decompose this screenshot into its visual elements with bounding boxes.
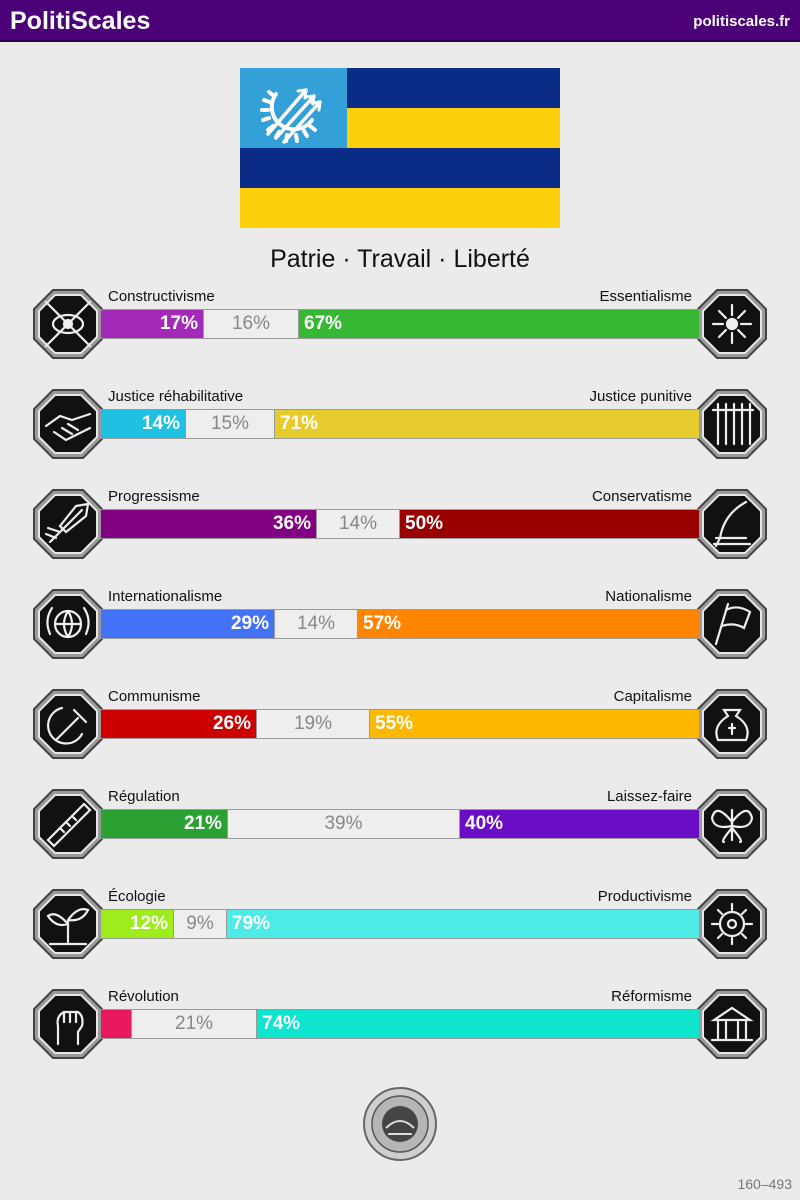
- axis-left-label: Communisme: [108, 688, 201, 705]
- prison-bars-icon: [696, 388, 768, 460]
- axis-right-label: Nationalisme: [605, 588, 692, 605]
- axis-right-percent: 55%: [375, 713, 414, 734]
- result-flag: [240, 68, 560, 228]
- gear-icon: [696, 888, 768, 960]
- axis-row: [0, 388, 800, 468]
- flower-icon: [696, 288, 768, 360]
- axis-bar: [100, 1009, 700, 1039]
- parliament-icon: [696, 988, 768, 1060]
- money-bag-icon: [696, 688, 768, 760]
- axis-right-label: Capitalisme: [613, 688, 692, 705]
- axis-mid-percent: 15%: [210, 413, 250, 434]
- axis-mid-percent: 19%: [293, 713, 333, 734]
- hammer-sickle-icon: [32, 688, 104, 760]
- butterfly-icon: [696, 788, 768, 860]
- axis-right-label: Justice punitive: [589, 388, 692, 405]
- axis-bar: [100, 309, 700, 339]
- header-bar: [0, 0, 800, 42]
- axis-row: [0, 688, 800, 768]
- axis-mid-percent: 14%: [338, 513, 378, 534]
- axis-left-label: Internationalisme: [108, 588, 223, 605]
- axis-mid-percent: 21%: [174, 1013, 214, 1034]
- flag-motto: Patrie · Travail · Liberté: [270, 245, 530, 273]
- axis-left-percent: 12%: [129, 913, 168, 934]
- ruler-compass-icon: [32, 788, 104, 860]
- axis-left-percent: 26%: [212, 713, 251, 734]
- axis-left-label: Révolution: [108, 988, 179, 1005]
- axis-right-label: Réformisme: [611, 988, 692, 1005]
- axis-bar: [100, 509, 700, 539]
- globe-laurel-icon: [32, 588, 104, 660]
- axis-right-percent: 74%: [262, 1013, 301, 1034]
- site-link[interactable]: politiscales.fr: [693, 13, 790, 30]
- axis-mid-percent: 39%: [324, 813, 363, 834]
- fist-icon: [32, 988, 104, 1060]
- rocket-icon: [32, 488, 104, 560]
- axis-row: [0, 288, 800, 368]
- axis-left-label: Justice réhabilitative: [108, 388, 244, 405]
- axis-left-label: Écologie: [108, 888, 166, 905]
- axis-bar: [100, 809, 700, 839]
- axis-mid-percent: 9%: [186, 913, 214, 934]
- axis-left-label: Constructivisme: [108, 288, 215, 305]
- axis-bar: [100, 709, 700, 739]
- sprout-icon: [32, 888, 104, 960]
- axis-left-percent: 14%: [141, 413, 180, 434]
- axis-row: [0, 888, 800, 968]
- handshake-icon: [32, 388, 104, 460]
- axis-bar: [100, 909, 700, 939]
- flag-icon: [696, 588, 768, 660]
- axis-mid-percent: 14%: [296, 613, 336, 634]
- axis-left-percent: 17%: [159, 313, 198, 334]
- axis-left-percent: 36%: [272, 513, 311, 534]
- axis-right-label: Laissez-faire: [606, 788, 692, 805]
- axis-right-percent: 71%: [280, 413, 319, 434]
- axis-right-percent: 79%: [232, 913, 271, 934]
- eye-web-icon: [32, 288, 104, 360]
- axis-left-label: Régulation: [108, 788, 180, 805]
- axis-right-label: Productivisme: [597, 888, 692, 905]
- axis-left-percent: 21%: [183, 813, 222, 834]
- result-code: 160–493: [737, 1176, 792, 1192]
- axis-right-label: Essentialisme: [599, 288, 692, 305]
- axis-row: [0, 588, 800, 668]
- axis-left-percent: 29%: [230, 613, 269, 634]
- axis-bar: [100, 409, 700, 439]
- axis-left-fill: [101, 1010, 131, 1038]
- axis-mid-percent: 16%: [231, 313, 271, 334]
- axis-row: [0, 788, 800, 868]
- brand-logo[interactable]: PolitiScales: [10, 7, 151, 35]
- axis-row: [0, 488, 800, 568]
- axis-bar: [100, 609, 700, 639]
- axis-right-percent: 40%: [465, 813, 504, 834]
- axis-right-percent: 57%: [363, 613, 402, 634]
- axis-right-percent: 50%: [405, 513, 444, 534]
- seal-icon: [362, 1086, 438, 1162]
- axis-left-label: Progressisme: [108, 488, 200, 505]
- axis-right-percent: 67%: [304, 313, 343, 334]
- axis-row: [0, 988, 800, 1068]
- quill-icon: [696, 488, 768, 560]
- axis-right-label: Conservatisme: [591, 488, 692, 505]
